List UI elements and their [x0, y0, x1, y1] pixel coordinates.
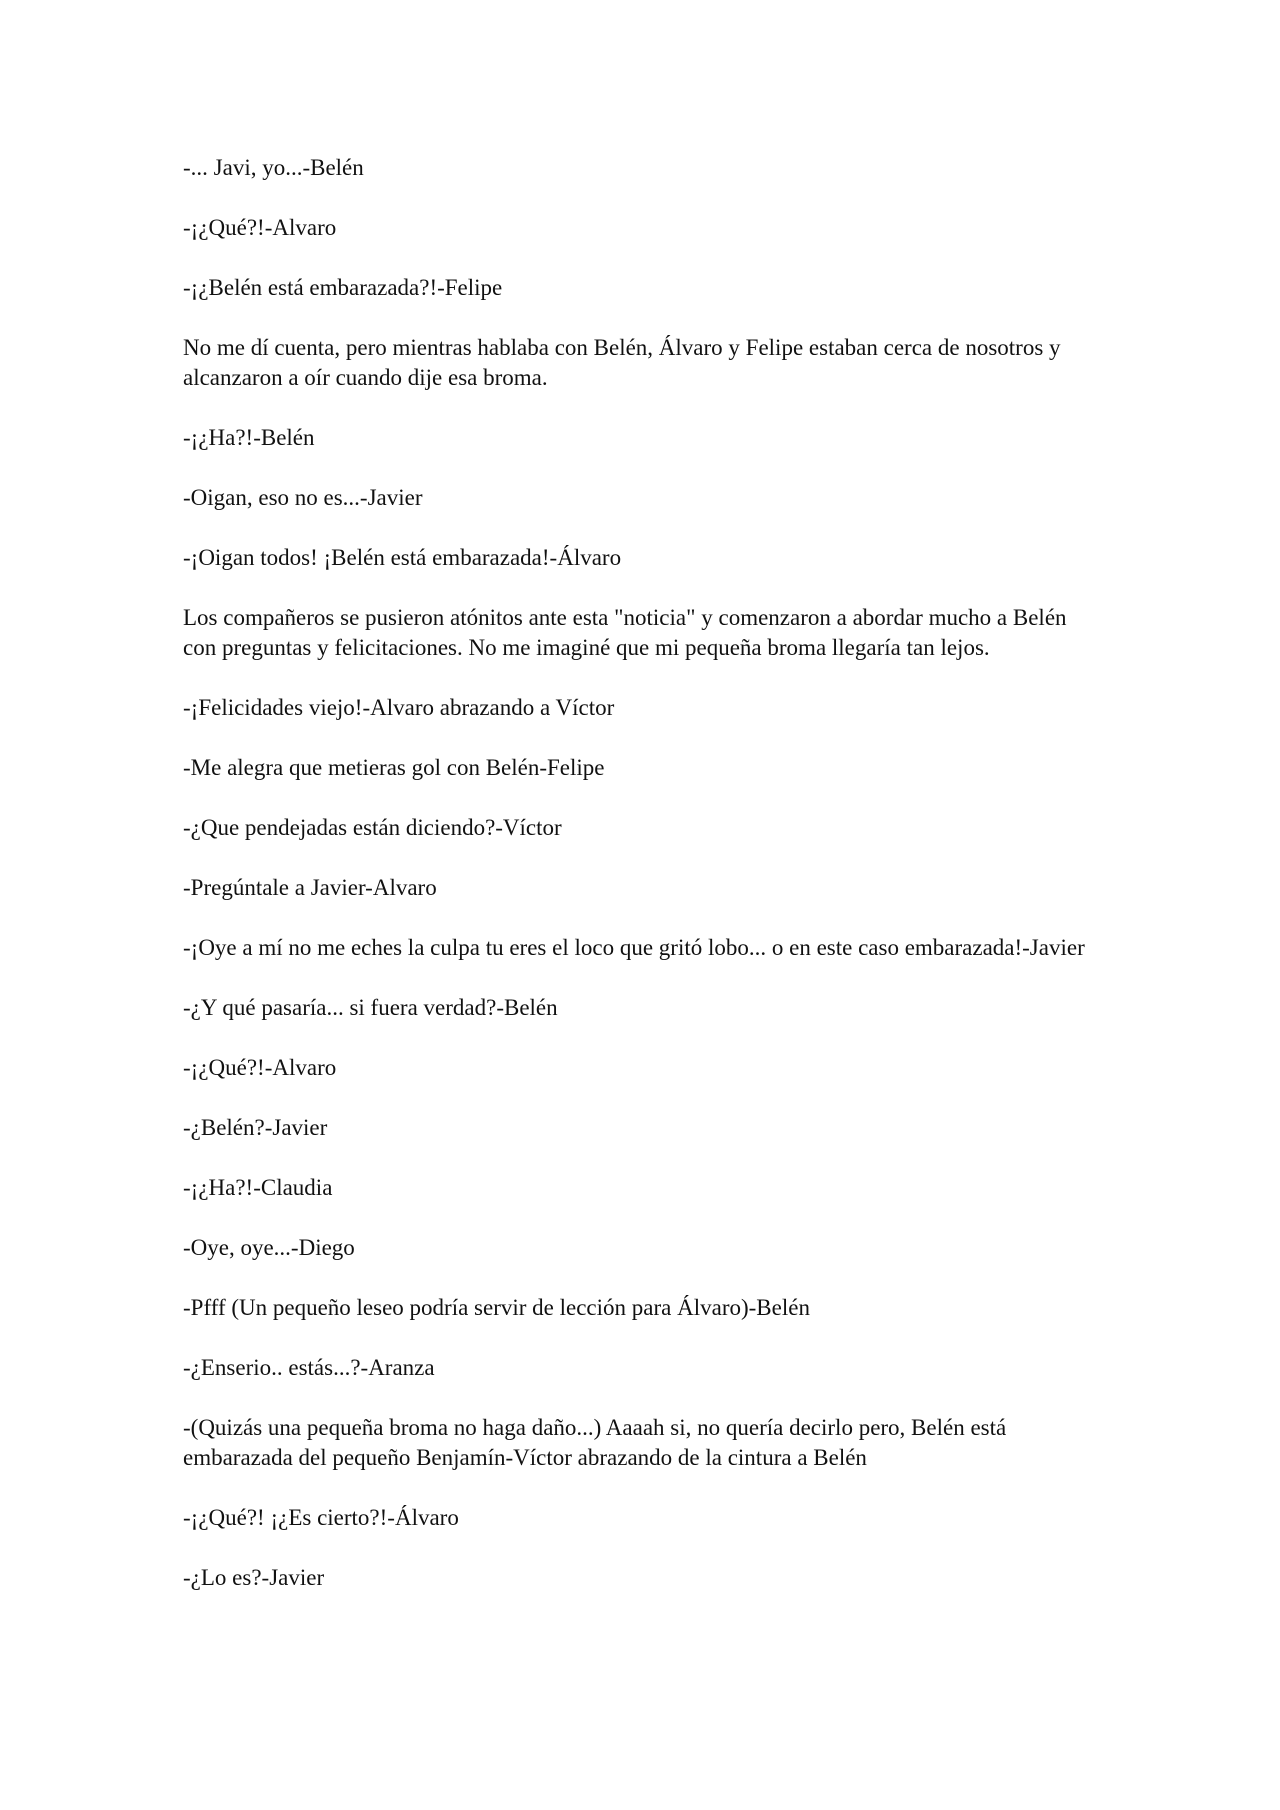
document-page — [183, 153, 1103, 1623]
paragraph: -¡Felicidades viejo!-Alvaro abrazando a Víctor — [183, 695, 615, 720]
paragraph: -¡¿Qué?!-Alvaro — [183, 1055, 337, 1080]
paragraph: -¡Oye a mí no me eches la culpa tu eres el loco que gritó lobo... o en este caso embarazada!-Javier — [183, 935, 1085, 960]
paragraph: -¿Y qué pasaría... si fuera verdad?-Belén — [183, 995, 558, 1020]
paragraph: -Pregúntale a Javier-Alvaro — [183, 875, 437, 900]
paragraph: -(Quizás una pequeña broma no haga daño...) Aaaah si, no quería decirlo pero, Belén está embarazada del pequeño Benjamín-Víctor abrazando de la cintura a Belén — [183, 1415, 1007, 1470]
paragraph: No me dí cuenta, pero mientras hablaba con Belén, Álvaro y Felipe estaban cerca de nosotros y alcanzaron a oír cuando dije esa broma. — [183, 335, 1061, 390]
paragraph: -¿Que pendejadas están diciendo?-Víctor — [183, 815, 562, 840]
paragraph: -¡¿Qué?!-Alvaro — [183, 215, 337, 240]
paragraph: Los compañeros se pusieron atónitos ante esta "noticia" y comenzaron a abordar mucho a Belén con preguntas y felicitaciones. No me imaginé que mi pequeña broma llegaría tan lejos. — [183, 605, 1067, 660]
paragraph: -¡¿Belén está embarazada?!-Felipe — [183, 275, 503, 300]
paragraph: -¡Oigan todos! ¡Belén está embarazada!-Álvaro — [183, 545, 622, 570]
paragraph: -¡¿Ha?!-Claudia — [183, 1175, 333, 1200]
paragraph: -Me alegra que metieras gol con Belén-Felipe — [183, 755, 605, 780]
paragraph: -Oye, oye...-Diego — [183, 1235, 355, 1260]
paragraph: -Oigan, eso no es...-Javier — [183, 485, 423, 510]
paragraph: -¿Belén?-Javier — [183, 1115, 328, 1140]
paragraph: -Pfff (Un pequeño leseo podría servir de lección para Álvaro)-Belén — [183, 1295, 810, 1320]
paragraph: -¡¿Ha?!-Belén — [183, 425, 315, 450]
paragraph: -... Javi, yo...-Belén — [183, 155, 364, 180]
paragraph: -¿Enserio.. estás...?-Aranza — [183, 1355, 435, 1380]
paragraph: -¿Lo es?-Javier — [183, 1565, 325, 1590]
paragraph: -¡¿Qué?! ¡¿Es cierto?!-Álvaro — [183, 1505, 459, 1530]
